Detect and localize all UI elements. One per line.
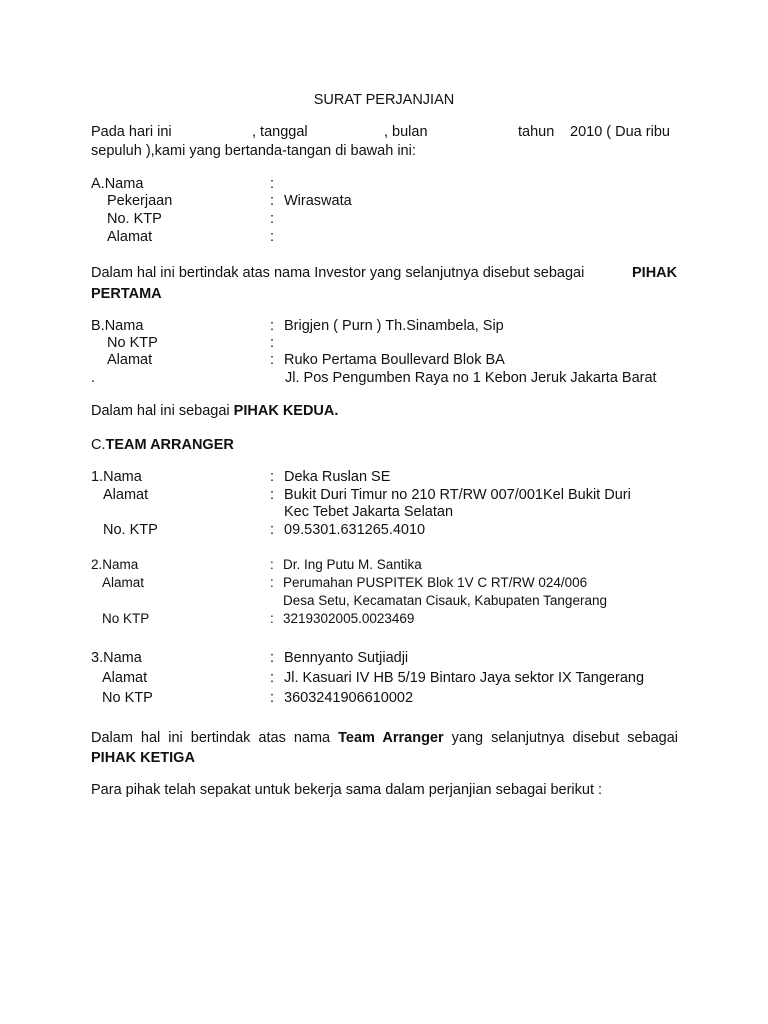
member-2-label-ktp: No KTP	[102, 611, 150, 626]
section-c-title: TEAM ARRANGER	[105, 437, 234, 453]
party-b-label-ktp: No KTP	[107, 335, 158, 351]
party-b-alamat: Ruko Pertama Boullevard Blok BA	[284, 352, 505, 368]
statement-c-plain: yang selanjutnya disebut sebagai	[451, 730, 679, 746]
party-a-label-ktp: No. KTP	[107, 211, 162, 227]
statement-b-bold: PIHAK KEDUA.	[233, 403, 339, 419]
intro-text: sepuluh ),kami yang bertanda-tangan di bawah ini:	[91, 143, 416, 159]
statement-c-text	[91, 730, 678, 746]
member-3-label-alamat: Alamat	[102, 670, 148, 686]
statement-b-plain: Dalam hal ini sebagai	[91, 403, 230, 419]
member-1-alamat: Kec Tebet Jakarta Selatan	[284, 504, 454, 520]
colon: :	[270, 575, 274, 590]
party-b-alamat: Jl. Pos Pengumben Raya no 1 Kebon Jeruk Jakarta Barat	[285, 370, 657, 386]
colon: :	[270, 211, 275, 227]
member-3-nama: Bennyanto Sutjiadji	[284, 650, 409, 666]
party-b-label-alamat: Alamat	[107, 352, 153, 368]
party-a-label-nama: A.Nama	[91, 176, 144, 192]
colon: :	[270, 318, 275, 334]
colon: :	[270, 522, 275, 538]
member-2-alamat: Desa Setu, Kecamatan Cisauk, Kabupaten Tangerang	[283, 593, 607, 608]
statement-c-plain: Dalam hal ini bertindak atas nama	[91, 730, 331, 746]
party-a-label-pekerjaan: Pekerjaan	[107, 193, 173, 209]
colon: :	[270, 690, 275, 706]
member-2-alamat: Perumahan PUSPITEK Blok 1V C RT/RW 024/006	[283, 575, 588, 590]
statement-a-bold: PERTAMA	[91, 286, 162, 302]
party-a-pekerjaan: Wiraswata	[284, 193, 352, 209]
section-c-prefix: C.	[91, 437, 106, 453]
statement-c-bold: PIHAK KETIGA	[91, 750, 195, 766]
intro-text: , bulan	[384, 124, 428, 140]
colon: :	[270, 469, 275, 485]
colon: :	[270, 487, 275, 503]
intro-text: Pada hari ini	[91, 124, 172, 140]
party-a-label-alamat: Alamat	[107, 229, 153, 245]
statement-a-text: Dalam hal ini bertindak atas nama Investor yang selanjutnya disebut sebagai	[91, 265, 585, 281]
statement-b-text	[91, 403, 338, 419]
colon: :	[270, 193, 275, 209]
member-1-ktp: 09.5301.631265.4010	[284, 522, 426, 538]
member-3-label-nama: 3.Nama	[91, 650, 142, 666]
party-b-label-nama: B.Nama	[91, 318, 144, 334]
statement-a-bold: PIHAK	[632, 265, 678, 281]
intro-text: 2010 ( Dua ribu	[570, 124, 670, 140]
colon: :	[270, 229, 275, 245]
colon: :	[270, 335, 275, 351]
colon: :	[270, 650, 275, 666]
party-b-nama: Brigjen ( Purn ) Th.Sinambela, Sip	[284, 318, 504, 334]
stray-dot: .	[91, 370, 96, 386]
colon: :	[270, 670, 275, 686]
member-1-label-alamat: Alamat	[103, 487, 149, 503]
member-3-alamat: Jl. Kasuari IV HB 5/19 Bintaro Jaya sektor IX Tangerang	[284, 670, 645, 686]
member-3-ktp: 3603241906610002	[284, 690, 414, 706]
intro-text: tahun	[518, 124, 555, 140]
statement-c-bold: Team Arranger	[338, 730, 444, 746]
member-1-nama: Deka Ruslan SE	[284, 469, 391, 485]
colon: :	[270, 611, 274, 626]
closing-text: Para pihak telah sepakat untuk bekerja sama dalam perjanjian sebagai berikut :	[91, 782, 603, 798]
colon: :	[270, 176, 275, 192]
member-2-label-alamat: Alamat	[102, 575, 145, 590]
colon: :	[270, 352, 275, 368]
member-1-label-ktp: No. KTP	[103, 522, 158, 538]
member-2-nama: Dr. Ing Putu M. Santika	[283, 557, 422, 572]
member-2-ktp: 3219302005.0023469	[283, 611, 415, 626]
member-1-label-nama: 1.Nama	[91, 469, 142, 485]
member-1-alamat: Bukit Duri Timur no 210 RT/RW 007/001Kel Bukit Duri	[284, 487, 631, 503]
document-title: SURAT PERJANJIAN	[313, 92, 455, 108]
member-3-label-ktp: No KTP	[102, 690, 153, 706]
section-c-heading	[91, 437, 234, 453]
member-2-label-nama: 2.Nama	[91, 557, 139, 572]
intro-text: , tanggal	[252, 124, 308, 140]
colon: :	[270, 557, 274, 572]
